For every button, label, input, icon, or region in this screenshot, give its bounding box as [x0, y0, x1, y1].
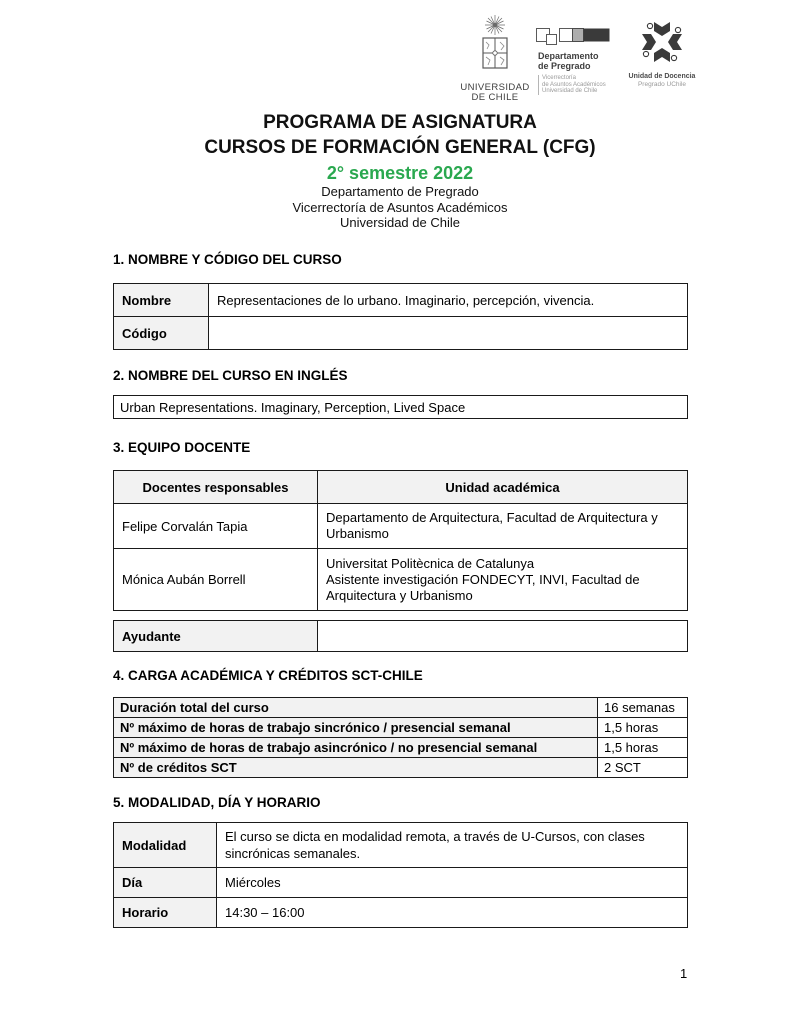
dia-label: Día — [114, 868, 217, 898]
horario-value: 14:30 – 16:00 — [217, 898, 688, 928]
unidad-col-header: Unidad académica — [318, 471, 688, 504]
pregrado-logo-title1: Departamento — [538, 51, 599, 61]
doc-title-line2: CURSOS DE FORMACIÓN GENERAL (CFG) — [204, 137, 596, 158]
section-2-heading: 2. NOMBRE DEL CURSO EN INGLÉS — [113, 368, 348, 383]
section-1-heading: 1. NOMBRE Y CÓDIGO DEL CURSO — [113, 252, 342, 267]
pregrado-logo-subtext: Vicerrectoría de Asuntos Académicos Universidad de Chile — [538, 75, 620, 95]
docente-name: Mónica Aubán Borrell — [114, 549, 318, 611]
table-row — [114, 284, 688, 317]
page-number: 1 — [680, 966, 688, 981]
doc-title-line1: PROGRAMA DE ASIGNATURA — [263, 112, 537, 133]
table-row — [114, 868, 688, 898]
horario-label: Horario — [114, 898, 217, 928]
docente-unit: Departamento de Arquitectura, Facultad de Arquitectura y Urbanismo — [318, 504, 688, 549]
table-row — [114, 898, 688, 928]
document-body — [113, 0, 688, 1035]
uchile-logo-text1: UNIVERSIDAD — [460, 82, 530, 93]
credits-table — [113, 697, 688, 778]
table-row — [114, 718, 688, 738]
table-row — [114, 396, 688, 419]
modalidad-value: El curso se dicta en modalidad remota, a través de U-Cursos, con clases sincrónicas semanales. — [217, 823, 688, 868]
pregrado-logo-title2: de Pregrado — [538, 61, 591, 71]
univ-line: Universidad de Chile — [340, 215, 460, 230]
vice-line: Vicerrectoría de Asuntos Académicos — [292, 199, 508, 215]
nombre-value: Representaciones de lo urbano. Imaginario, percepción, vivencia. — [209, 284, 688, 317]
docencia-logo-text1: Unidad de Docencia — [628, 73, 696, 80]
duracion-value: 16 semanas — [598, 698, 688, 718]
asincronico-value: 1,5 horas — [598, 738, 688, 758]
table-row — [114, 549, 688, 611]
ayudante-label: Ayudante — [114, 621, 318, 652]
ayudante-table — [113, 620, 688, 652]
docencia-logo-text2: Pregrado UChile — [637, 81, 687, 88]
docente-unit: Universitat Politècnica de Catalunya Asistente investigación FONDECYT, INVI, Facultad de Arquitectura y Urbanismo — [318, 549, 688, 611]
sincronico-value: 1,5 horas — [598, 718, 688, 738]
creditos-label: Nº de créditos SCT — [114, 758, 598, 778]
modalidad-label: Modalidad — [114, 823, 217, 868]
table-header-row — [114, 471, 688, 504]
docentes-col-header: Docentes responsables — [114, 471, 318, 504]
semester-line: 2° semestre 2022 — [326, 163, 474, 183]
ayudante-value — [318, 621, 688, 652]
table-row — [114, 758, 688, 778]
sincronico-label: Nº máximo de horas de trabajo sincrónico / presencial semanal — [114, 718, 598, 738]
section-3-heading: 3. EQUIPO DOCENTE — [113, 440, 251, 455]
table-row — [114, 621, 688, 652]
docente-name: Felipe Corvalán Tapia — [114, 504, 318, 549]
uchile-logo-text2: DE CHILE — [471, 92, 519, 103]
duracion-label: Duración total del curso — [114, 698, 598, 718]
dept-line: Departamento de Pregrado — [321, 184, 479, 199]
nombre-label: Nombre — [114, 284, 209, 317]
course-name-table — [113, 283, 688, 350]
table-row — [114, 823, 688, 868]
section-4-heading: 4. CARGA ACADÉMICA Y CRÉDITOS SCT-CHILE — [113, 668, 423, 683]
table-row — [114, 738, 688, 758]
creditos-value: 2 SCT — [598, 758, 688, 778]
teaching-team-table — [113, 470, 688, 611]
asincronico-label: Nº máximo de horas de trabajo asincrónico / no presencial semanal — [114, 738, 598, 758]
codigo-value — [209, 317, 688, 350]
table-row — [114, 698, 688, 718]
section-5-heading: 5. MODALIDAD, DÍA Y HORARIO — [113, 795, 321, 810]
schedule-table — [113, 822, 688, 928]
codigo-label: Código — [114, 317, 209, 350]
dia-value: Miércoles — [217, 868, 688, 898]
table-row — [114, 317, 688, 350]
table-row — [114, 504, 688, 549]
english-name-value: Urban Representations. Imaginary, Perception, Lived Space — [114, 396, 688, 419]
english-name-table — [113, 395, 688, 419]
